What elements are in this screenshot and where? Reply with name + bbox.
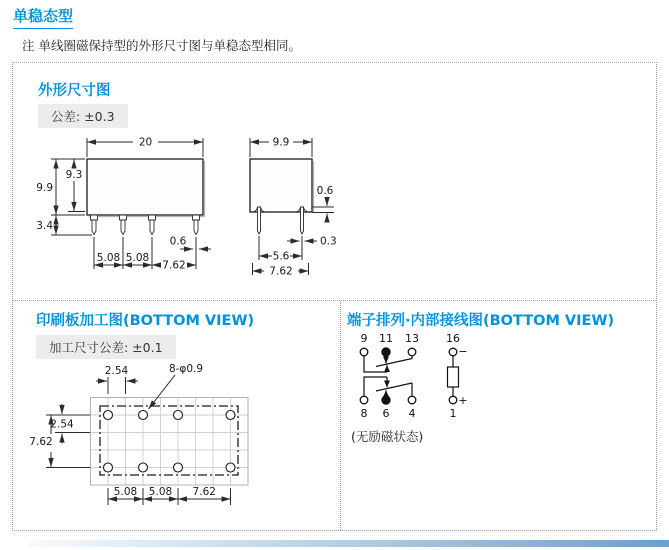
holes-diameter-label: 8-φ0.9 [168, 363, 204, 375]
page-title: 单稳态型 [13, 8, 73, 29]
dim-pitch-c: 7.62 [162, 259, 186, 272]
pin-label-6: 6 [382, 407, 390, 420]
terminal-section-title: 端子排列·内部接线图(BOTTOM VIEW) [347, 313, 615, 329]
dim-pin-width: 0.6 [169, 235, 187, 248]
relay-body-front [87, 159, 205, 235]
schematic-caption: (无励磁状态) [351, 429, 424, 444]
dim-pin-thickness: 0.3 [320, 235, 337, 248]
wiring-schematic-drawing [348, 331, 488, 427]
pcb-section-title: 印刷板加工图(BOTTOM VIEW) [36, 313, 255, 329]
pin-label-13: 13 [405, 332, 419, 345]
pin-label-9: 9 [360, 332, 368, 345]
coil-plus-label: + [458, 394, 468, 407]
horizontal-divider [13, 300, 656, 301]
schematic-terminals [360, 348, 457, 404]
pcb-tolerance-badge: 加工尺寸公差: ±0.1 [36, 335, 176, 359]
outline-tolerance-badge: 公差: ±0.3 [38, 104, 128, 128]
dim-pitch-outer: 7.62 [269, 265, 293, 278]
pin-label-8: 8 [360, 407, 368, 420]
footer-gradient-bar [28, 540, 669, 547]
pcb-grid [91, 398, 248, 485]
pin-label-16: 16 [446, 332, 460, 345]
dim-top: 2.54 [104, 365, 129, 377]
relay-footprint-outline [100, 406, 238, 475]
page-note: 注 单线圈磁保持型的外形尺寸图与单稳态型相同。 [22, 38, 301, 53]
pcb-board-outline [91, 398, 249, 486]
dim-left-a: 2.54 [50, 418, 74, 431]
dim-height-case: 9.3 [65, 169, 83, 181]
front-view-drawing [30, 128, 230, 278]
dim-depth: 9.9 [272, 136, 290, 149]
vertical-divider [340, 301, 341, 530]
coil-minus-label: − [458, 345, 468, 358]
dim-height-total: 9.9 [36, 182, 53, 194]
dim-pitch-a: 5.08 [96, 252, 121, 264]
dim-bottom-c: 7.62 [192, 486, 216, 498]
dim-standoff: 0.6 [316, 185, 334, 197]
pin-label-11: 11 [379, 332, 393, 345]
dim-left-b: 7.62 [29, 436, 53, 448]
pcb-holes [104, 411, 236, 473]
dim-pitch-b: 5.08 [125, 252, 150, 264]
pcb-layout-drawing [28, 358, 258, 516]
pin-label-4: 4 [408, 407, 416, 420]
dim-bottom-a: 5.08 [113, 486, 138, 498]
outline-section-title: 外形尺寸图 [38, 83, 111, 99]
pin-label-1: 1 [449, 407, 457, 420]
dim-bottom-b: 5.08 [148, 486, 173, 498]
pcb-dimension-labels [29, 363, 216, 498]
dim-pitch-inner: 5.6 [272, 250, 290, 263]
dim-width: 20 [138, 136, 153, 149]
relay-pins-front [91, 215, 200, 235]
side-view-drawing [230, 128, 370, 278]
relay-body-side [250, 159, 314, 234]
schematic-wires [364, 356, 459, 396]
dim-pin-length: 3.4 [36, 220, 53, 232]
